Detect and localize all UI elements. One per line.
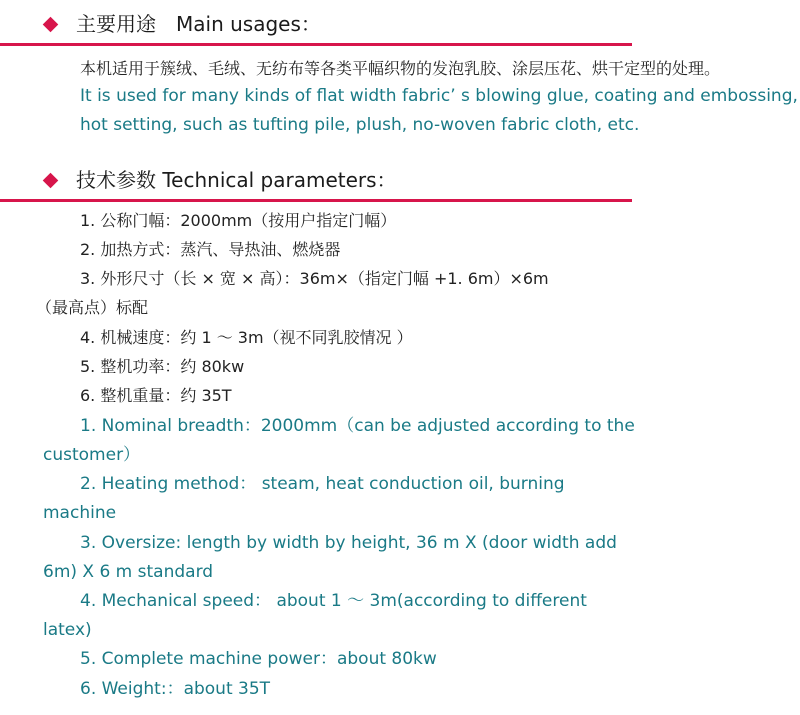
section-title: 技术参数 Technical parameters： <box>76 168 397 192</box>
param-en-line: customer） <box>43 445 141 465</box>
param-cn-line: 5. 整机功率：约 80kw <box>80 357 245 376</box>
section-divider <box>0 199 632 202</box>
param-en-line: 1. Nominal breadth：2000mm（can be adjusted according to the <box>80 416 635 436</box>
param-en-line: 3. Oversize: length by width by height, 36 m X (door width add <box>80 533 617 553</box>
param-en-line: 6m) X 6 m standard <box>43 562 214 582</box>
diamond-bullet-icon <box>43 17 59 33</box>
usage-description-cn: 本机适用于簇绒、毛绒、无纺布等各类平幅织物的发泡乳胶、涂层压花、烘干定型的处理。 <box>80 59 721 78</box>
param-cn-line: 1. 公称门幅：2000mm（按用户指定门幅） <box>80 211 397 230</box>
param-en-line: machine <box>43 503 117 523</box>
param-en-line: 2. Heating method： steam, heat conduction oil, burning <box>80 474 565 494</box>
param-en-line: 4. Mechanical speed： about 1 ～ 3m(according to different <box>80 591 587 611</box>
param-cn-line: 6. 整机重量：约 35T <box>80 386 232 405</box>
param-cn-line: 3. 外形尺寸（长 × 宽 × 高）：36m×（指定门幅 +1. 6m）×6m <box>80 269 549 288</box>
section-divider <box>0 43 632 46</box>
diamond-bullet-icon <box>43 173 59 189</box>
param-en-line: 5. Complete machine power：about 80kw <box>80 649 437 669</box>
param-en-line: latex) <box>43 620 92 640</box>
param-en-line: 6. Weight:：about 35T <box>80 679 271 699</box>
section-title: 主要用途 Main usages： <box>76 12 321 36</box>
param-cn-line: （最高点）标配 <box>36 298 149 317</box>
param-cn-line: 2. 加热方式：蒸汽、导热油、燃烧器 <box>80 240 341 259</box>
param-cn-line: 4. 机械速度：约 1 ～ 3m（视不同乳胶情况 ） <box>80 328 413 347</box>
usage-description-en-line: hot setting, such as tufting pile, plush, no-woven fabric cloth, etc. <box>80 115 640 135</box>
usage-description-en-line: It is used for many kinds of flat width fabric’ s blowing glue, coating and embossing, <box>80 86 798 106</box>
